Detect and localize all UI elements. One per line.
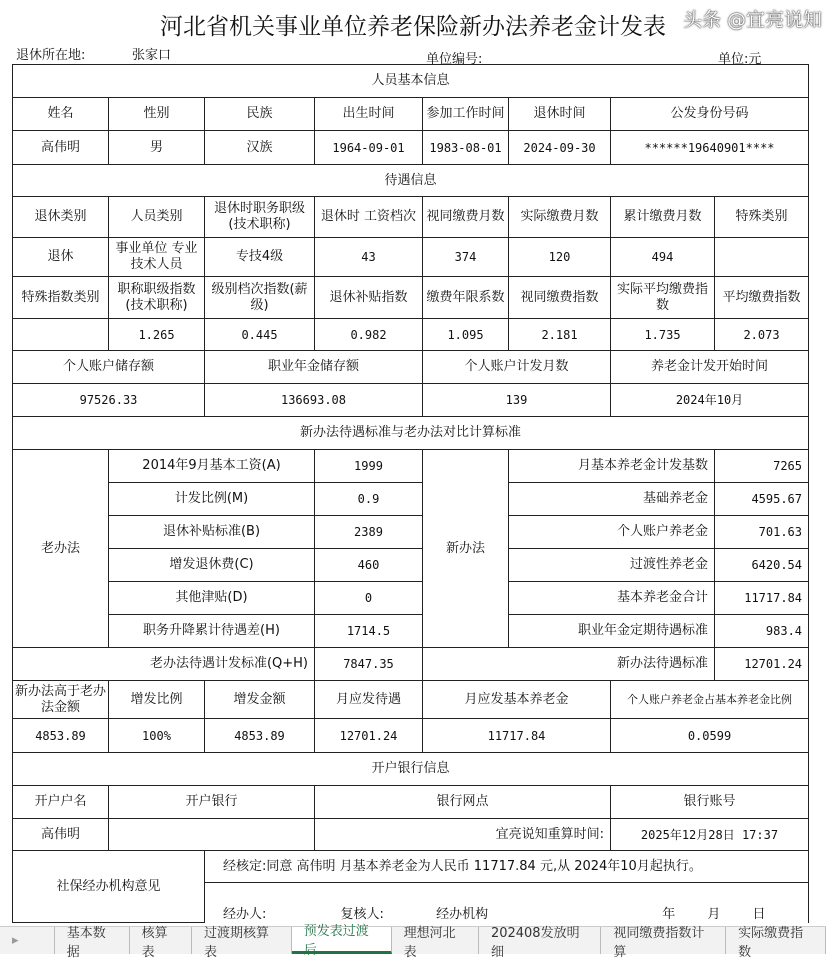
difference-value[interactable]: 4853.89 (13, 719, 109, 753)
treatment-value[interactable] (715, 238, 809, 277)
difference-value[interactable]: 100% (109, 719, 205, 753)
unit-number-label: 单位编号: (426, 52, 483, 67)
column-header: 月应发待遇 (315, 681, 423, 719)
difference-value[interactable]: 0.0599 (611, 719, 809, 753)
new-method-item-label: 基础养老金 (509, 483, 715, 516)
column-header: 实际缴费月数 (509, 197, 611, 238)
column-header: 银行网点 (315, 786, 611, 819)
treatment-value[interactable]: 120 (509, 238, 611, 277)
column-header: 开户银行 (109, 786, 315, 819)
index-value[interactable]: 1.095 (423, 319, 509, 351)
section-basic-info: 人员基本信息 (13, 65, 809, 98)
column-header: 视同缴费指数 (509, 277, 611, 319)
column-header: 参加工作时间 (423, 98, 509, 131)
bank-value[interactable] (109, 819, 315, 851)
column-header: 退休时间 (509, 98, 611, 131)
new-method-item-value[interactable]: 11717.84 (715, 582, 809, 615)
account-value[interactable]: 136693.08 (205, 384, 423, 417)
sheet-tab[interactable]: 实际缴费指数 (726, 927, 826, 954)
treatment-value[interactable]: 事业单位 专业技术人员 (109, 238, 205, 277)
new-method-item-label: 月基本养老金计发基数 (509, 450, 715, 483)
basic-value[interactable]: ******19640901**** (611, 131, 809, 165)
treatment-value[interactable]: 374 (423, 238, 509, 277)
treatment-value[interactable]: 专技4级 (205, 238, 315, 277)
column-header: 开户户名 (13, 786, 109, 819)
column-header: 退休补贴指数 (315, 277, 423, 319)
sheet-tab[interactable]: 过渡期核算表 (192, 927, 292, 954)
watermark: 头条 @宜亮说知 (682, 9, 822, 31)
column-header: 性别 (109, 98, 205, 131)
pension-table (12, 64, 809, 923)
sheet-tab[interactable]: 理想河北表 (392, 927, 479, 954)
column-header: 增发金额 (205, 681, 315, 719)
location-label: 退休所在地: (16, 48, 86, 63)
section-comparison: 新办法待遇标准与老办法对比计算标准 (13, 417, 809, 450)
account-value[interactable]: 139 (423, 384, 611, 417)
basic-value[interactable]: 1983-08-01 (423, 131, 509, 165)
column-header: 姓名 (13, 98, 109, 131)
column-header: 特殊类别 (715, 197, 809, 238)
difference-value[interactable]: 12701.24 (315, 719, 423, 753)
new-total-label: 新办法待遇标准 (423, 648, 715, 681)
basic-value[interactable]: 2024-09-30 (509, 131, 611, 165)
column-header: 缴费年限系数 (423, 277, 509, 319)
old-method-item-label: 退休补贴标准(B) (109, 516, 315, 549)
sheet-tabs (0, 924, 826, 960)
column-header: 个人账户计发月数 (423, 351, 611, 384)
index-value[interactable] (13, 319, 109, 351)
sheet-tab[interactable]: 核算表 (130, 927, 192, 954)
column-header: 职业年金储存额 (205, 351, 423, 384)
year-label: 年 (662, 906, 676, 922)
new-method-item-label: 个人账户养老金 (509, 516, 715, 549)
difference-value[interactable]: 4853.89 (205, 719, 315, 753)
new-method-item-label: 职业年金定期待遇标准 (509, 615, 715, 648)
day-label: 日 (752, 906, 766, 922)
new-method-item-label: 过渡性养老金 (509, 549, 715, 582)
new-method-item-value[interactable]: 7265 (715, 450, 809, 483)
index-value[interactable]: 0.445 (205, 319, 315, 351)
old-method-item-label: 增发退休费(C) (109, 549, 315, 582)
old-method-item-label: 计发比例(M) (109, 483, 315, 516)
new-method-item-label: 基本养老金合计 (509, 582, 715, 615)
location-value: 张家口 (132, 48, 172, 63)
new-method-item-value[interactable]: 701.63 (715, 516, 809, 549)
bank-value[interactable]: 宜亮说知重算时间: (315, 819, 611, 851)
basic-value[interactable]: 男 (109, 131, 205, 165)
column-header: 特殊指数类别 (13, 277, 109, 319)
index-value[interactable]: 2.073 (715, 319, 809, 351)
treatment-value[interactable]: 退休 (13, 238, 109, 277)
opinion-text[interactable]: 经核定:同意 高伟明 月基本养老金为人民币 11717.84 元,从 2024年10月起执行。 (205, 851, 809, 883)
index-value[interactable]: 2.181 (509, 319, 611, 351)
account-value[interactable]: 97526.33 (13, 384, 205, 417)
column-header: 级别档次指数(薪级) (205, 277, 315, 319)
index-value[interactable]: 1.265 (109, 319, 205, 351)
column-header: 民族 (205, 98, 315, 131)
column-header: 职称职级指数(技术职称) (109, 277, 205, 319)
column-header: 银行账号 (611, 786, 809, 819)
new-method-item-value[interactable]: 983.4 (715, 615, 809, 648)
index-value[interactable]: 1.735 (611, 319, 715, 351)
old-method-item-value[interactable]: 1714.5 (315, 615, 423, 648)
column-header: 视同缴费月数 (423, 197, 509, 238)
column-header: 个人账户储存额 (13, 351, 205, 384)
basic-value[interactable]: 汉族 (205, 131, 315, 165)
old-method-item-value[interactable]: 0.9 (315, 483, 423, 516)
treatment-value[interactable]: 494 (611, 238, 715, 277)
column-header: 出生时间 (315, 98, 423, 131)
opinion-label: 社保经办机构意见 (13, 851, 205, 923)
column-header: 退休时职务职级(技术职称) (205, 197, 315, 238)
column-header: 个人账户养老金占基本养老金比例 (611, 681, 809, 719)
column-header: 养老金计发开始时间 (611, 351, 809, 384)
new-method-item-value[interactable]: 4595.67 (715, 483, 809, 516)
handler-label: 经办人: (223, 906, 267, 922)
old-method-item-label: 2014年9月基本工资(A) (109, 450, 315, 483)
scroll-tabs-icon[interactable]: ▸ (0, 927, 55, 954)
sheet-tab[interactable]: 基本数据 (55, 927, 130, 954)
old-method-label: 老办法 (13, 450, 109, 648)
column-header: 人员类别 (109, 197, 205, 238)
sheet-tab[interactable]: 视同缴费指数计算 (601, 927, 726, 954)
section-bank-info: 开户银行信息 (13, 753, 809, 786)
column-header: 公发身份号码 (611, 98, 809, 131)
old-total-value[interactable]: 7847.35 (315, 648, 423, 681)
unit-label: 单位:元 (718, 52, 762, 67)
sheet-title: 河北省机关事业单位养老保险新办法养老金计发表 (160, 14, 666, 40)
index-value[interactable]: 0.982 (315, 319, 423, 351)
agency-label: 经办机构 (436, 906, 489, 922)
old-method-item-label: 其他津贴(D) (109, 582, 315, 615)
old-method-item-value[interactable]: 0 (315, 582, 423, 615)
old-method-item-value[interactable]: 2389 (315, 516, 423, 549)
basic-value[interactable]: 高伟明 (13, 131, 109, 165)
column-header: 月应发基本养老金 (423, 681, 611, 719)
month-label: 月 (707, 906, 721, 922)
column-header: 新办法高于老办法金额 (13, 681, 109, 719)
column-header: 累计缴费月数 (611, 197, 715, 238)
column-header: 平均缴费指数 (715, 277, 809, 319)
old-total-label: 老办法待遇计发标准(Q+H) (13, 648, 315, 681)
old-method-item-label: 职务升降累计待遇差(H) (109, 615, 315, 648)
old-method-item-value[interactable]: 460 (315, 549, 423, 582)
column-header: 退休类别 (13, 197, 109, 238)
new-method-item-value[interactable]: 6420.54 (715, 549, 809, 582)
bank-value[interactable]: 2025年12月28日 17:37 (611, 819, 809, 851)
column-header: 退休时 工资档次 (315, 197, 423, 238)
column-header: 实际平均缴费指数 (611, 277, 715, 319)
treatment-value[interactable]: 43 (315, 238, 423, 277)
old-method-item-value[interactable]: 1999 (315, 450, 423, 483)
account-value[interactable]: 2024年10月 (611, 384, 809, 417)
basic-value[interactable]: 1964-09-01 (315, 131, 423, 165)
column-header: 增发比例 (109, 681, 205, 719)
section-treatment-info: 待遇信息 (13, 165, 809, 197)
sheet-tab[interactable]: 202408发放明细 (479, 927, 601, 954)
sheet-tab[interactable]: 预发表过渡后 (292, 927, 392, 954)
new-total-value[interactable]: 12701.24 (715, 648, 809, 681)
bank-value[interactable]: 高伟明 (13, 819, 109, 851)
reviewer-label: 复核人: (340, 906, 384, 922)
new-method-label: 新办法 (423, 450, 509, 648)
difference-value[interactable]: 11717.84 (423, 719, 611, 753)
